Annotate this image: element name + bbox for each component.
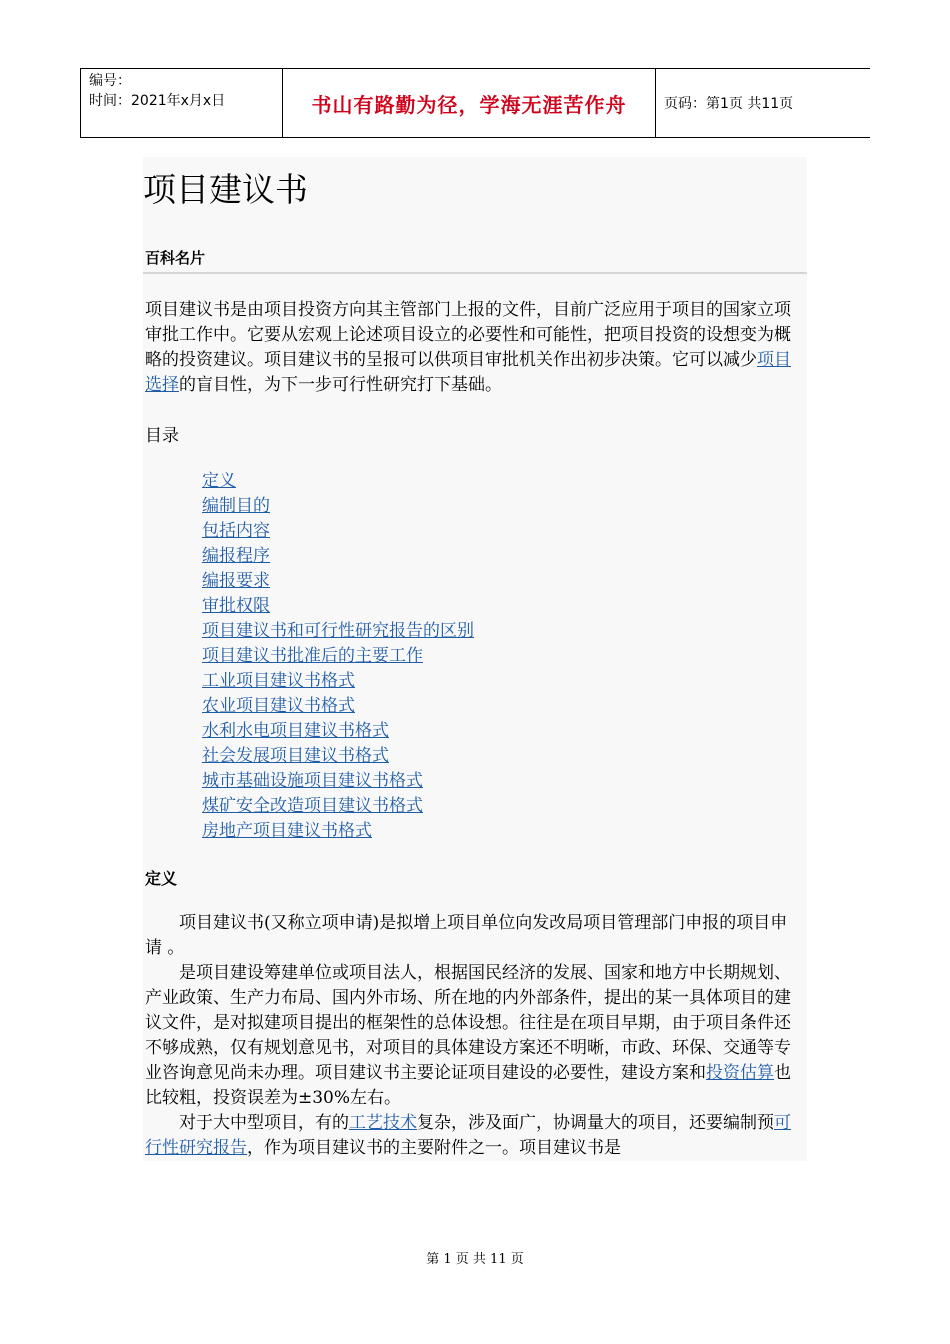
toc-link[interactable]: 定义 — [202, 471, 236, 491]
toc-link[interactable]: 水利水电项目建议书格式 — [202, 721, 389, 741]
def-text: 是项目建设筹建单位或项目法人，根据国民经济的发展、国家和地方中长期规划、产业政策、生产力布局、国内外市场、所在地的内外部条件，提出的某一具体项目的建议文件，是对拟建项目提出的框架性的总体设想。往往是在项目早期，由于项目条件还不够成熟，仅有规划意见书，对项目的具体建设方案还不明晰，市政、环保、交通等专业咨询意见尚未办理。项目建议书主要论证项目建设的必要性，建设方案和 — [145, 963, 791, 1083]
toc-link[interactable]: 项目建议书和可行性研究报告的区别 — [202, 621, 474, 641]
link-investment-estimate[interactable]: 投资估算 — [706, 1063, 774, 1083]
header-date-label: 时间：2021年x月x日 — [89, 93, 226, 109]
toc-link[interactable]: 编报要求 — [202, 571, 270, 591]
intro-paragraph — [145, 298, 800, 398]
toc-item — [202, 744, 474, 769]
toc-item — [202, 594, 474, 619]
def-text: ，作为项目建议书的主要附件之一。项目建议书是 — [247, 1138, 621, 1158]
toc-item — [202, 819, 474, 844]
link-process-technology[interactable]: 工艺技术 — [349, 1113, 417, 1133]
toc-link[interactable]: 农业项目建议书格式 — [202, 696, 355, 716]
toc-item — [202, 769, 474, 794]
toc-label: 目录 — [145, 426, 179, 446]
toc-link[interactable]: 房地产项目建议书格式 — [202, 821, 372, 841]
toc-link[interactable]: 社会发展项目建议书格式 — [202, 746, 389, 766]
toc-item — [202, 569, 474, 594]
intro-text-2: 的盲目性，为下一步可行性研究打下基础。 — [179, 375, 502, 395]
header-number-label: 编号： — [89, 73, 131, 89]
header-page-info: 页码：第1页 共11页 — [664, 96, 794, 112]
link-feasibility-report[interactable]: 可行性研究报告 — [145, 1113, 791, 1158]
intro-text-1: 项目建议书是由项目投资方向其主管部门上报的文件，目前广泛应用于项目的国家立项审批工作中。它要从宏观上论述项目设立的必要性和可能性，把项目投资的设想变为概略的投资建议。项目建议书的呈报可以供项目审批机关作出初步决策。它可以减少 — [145, 300, 791, 370]
def-text: 也比较粗，投资误差为±30%左右。 — [145, 1063, 791, 1108]
page-footer: 第 1 页 共 11 页 — [426, 1252, 524, 1267]
toc-link[interactable]: 包括内容 — [202, 521, 270, 541]
intro-link-project-selection[interactable]: 项目选择 — [145, 350, 791, 395]
toc-item — [202, 644, 474, 669]
def-text: 对于大中型项目，有的 — [179, 1113, 349, 1133]
toc-list — [202, 469, 474, 844]
toc-link[interactable]: 审批权限 — [202, 596, 270, 616]
definition-paragraph-3 — [145, 1111, 800, 1161]
header-motto: 书山有路勤为径，学海无涯苦作舟 — [282, 69, 656, 137]
toc-item — [202, 619, 474, 644]
toc-item — [202, 494, 474, 519]
toc-link[interactable]: 城市基础设施项目建议书格式 — [202, 771, 423, 791]
header-meta — [80, 69, 282, 137]
toc-link[interactable]: 煤矿安全改造项目建议书格式 — [202, 796, 423, 816]
toc-link[interactable]: 编制目的 — [202, 496, 270, 516]
toc-link[interactable]: 工业项目建议书格式 — [202, 671, 355, 691]
definition-paragraph-1: 项目建议书(又称立项申请)是拟增上项目单位向发改局项目管理部门申报的项目申请 。 — [145, 913, 788, 958]
toc-item — [202, 669, 474, 694]
toc-link[interactable]: 项目建议书批准后的主要工作 — [202, 646, 423, 666]
divider — [143, 272, 807, 274]
toc-item — [202, 544, 474, 569]
toc-item — [202, 469, 474, 494]
document-header — [80, 68, 870, 138]
toc-item — [202, 694, 474, 719]
definition-body — [145, 911, 800, 1161]
section-title-definition: 定义 — [145, 869, 178, 888]
page-title: 项目建议书 — [143, 170, 308, 209]
toc-link[interactable]: 编报程序 — [202, 546, 270, 566]
definition-paragraph-2 — [145, 961, 800, 1111]
baike-label: 百科名片 — [145, 249, 206, 267]
def-text: 复杂，涉及面广，协调量大的项目，还要编制预 — [417, 1113, 774, 1133]
toc-item — [202, 794, 474, 819]
toc-item — [202, 519, 474, 544]
toc-item — [202, 719, 474, 744]
